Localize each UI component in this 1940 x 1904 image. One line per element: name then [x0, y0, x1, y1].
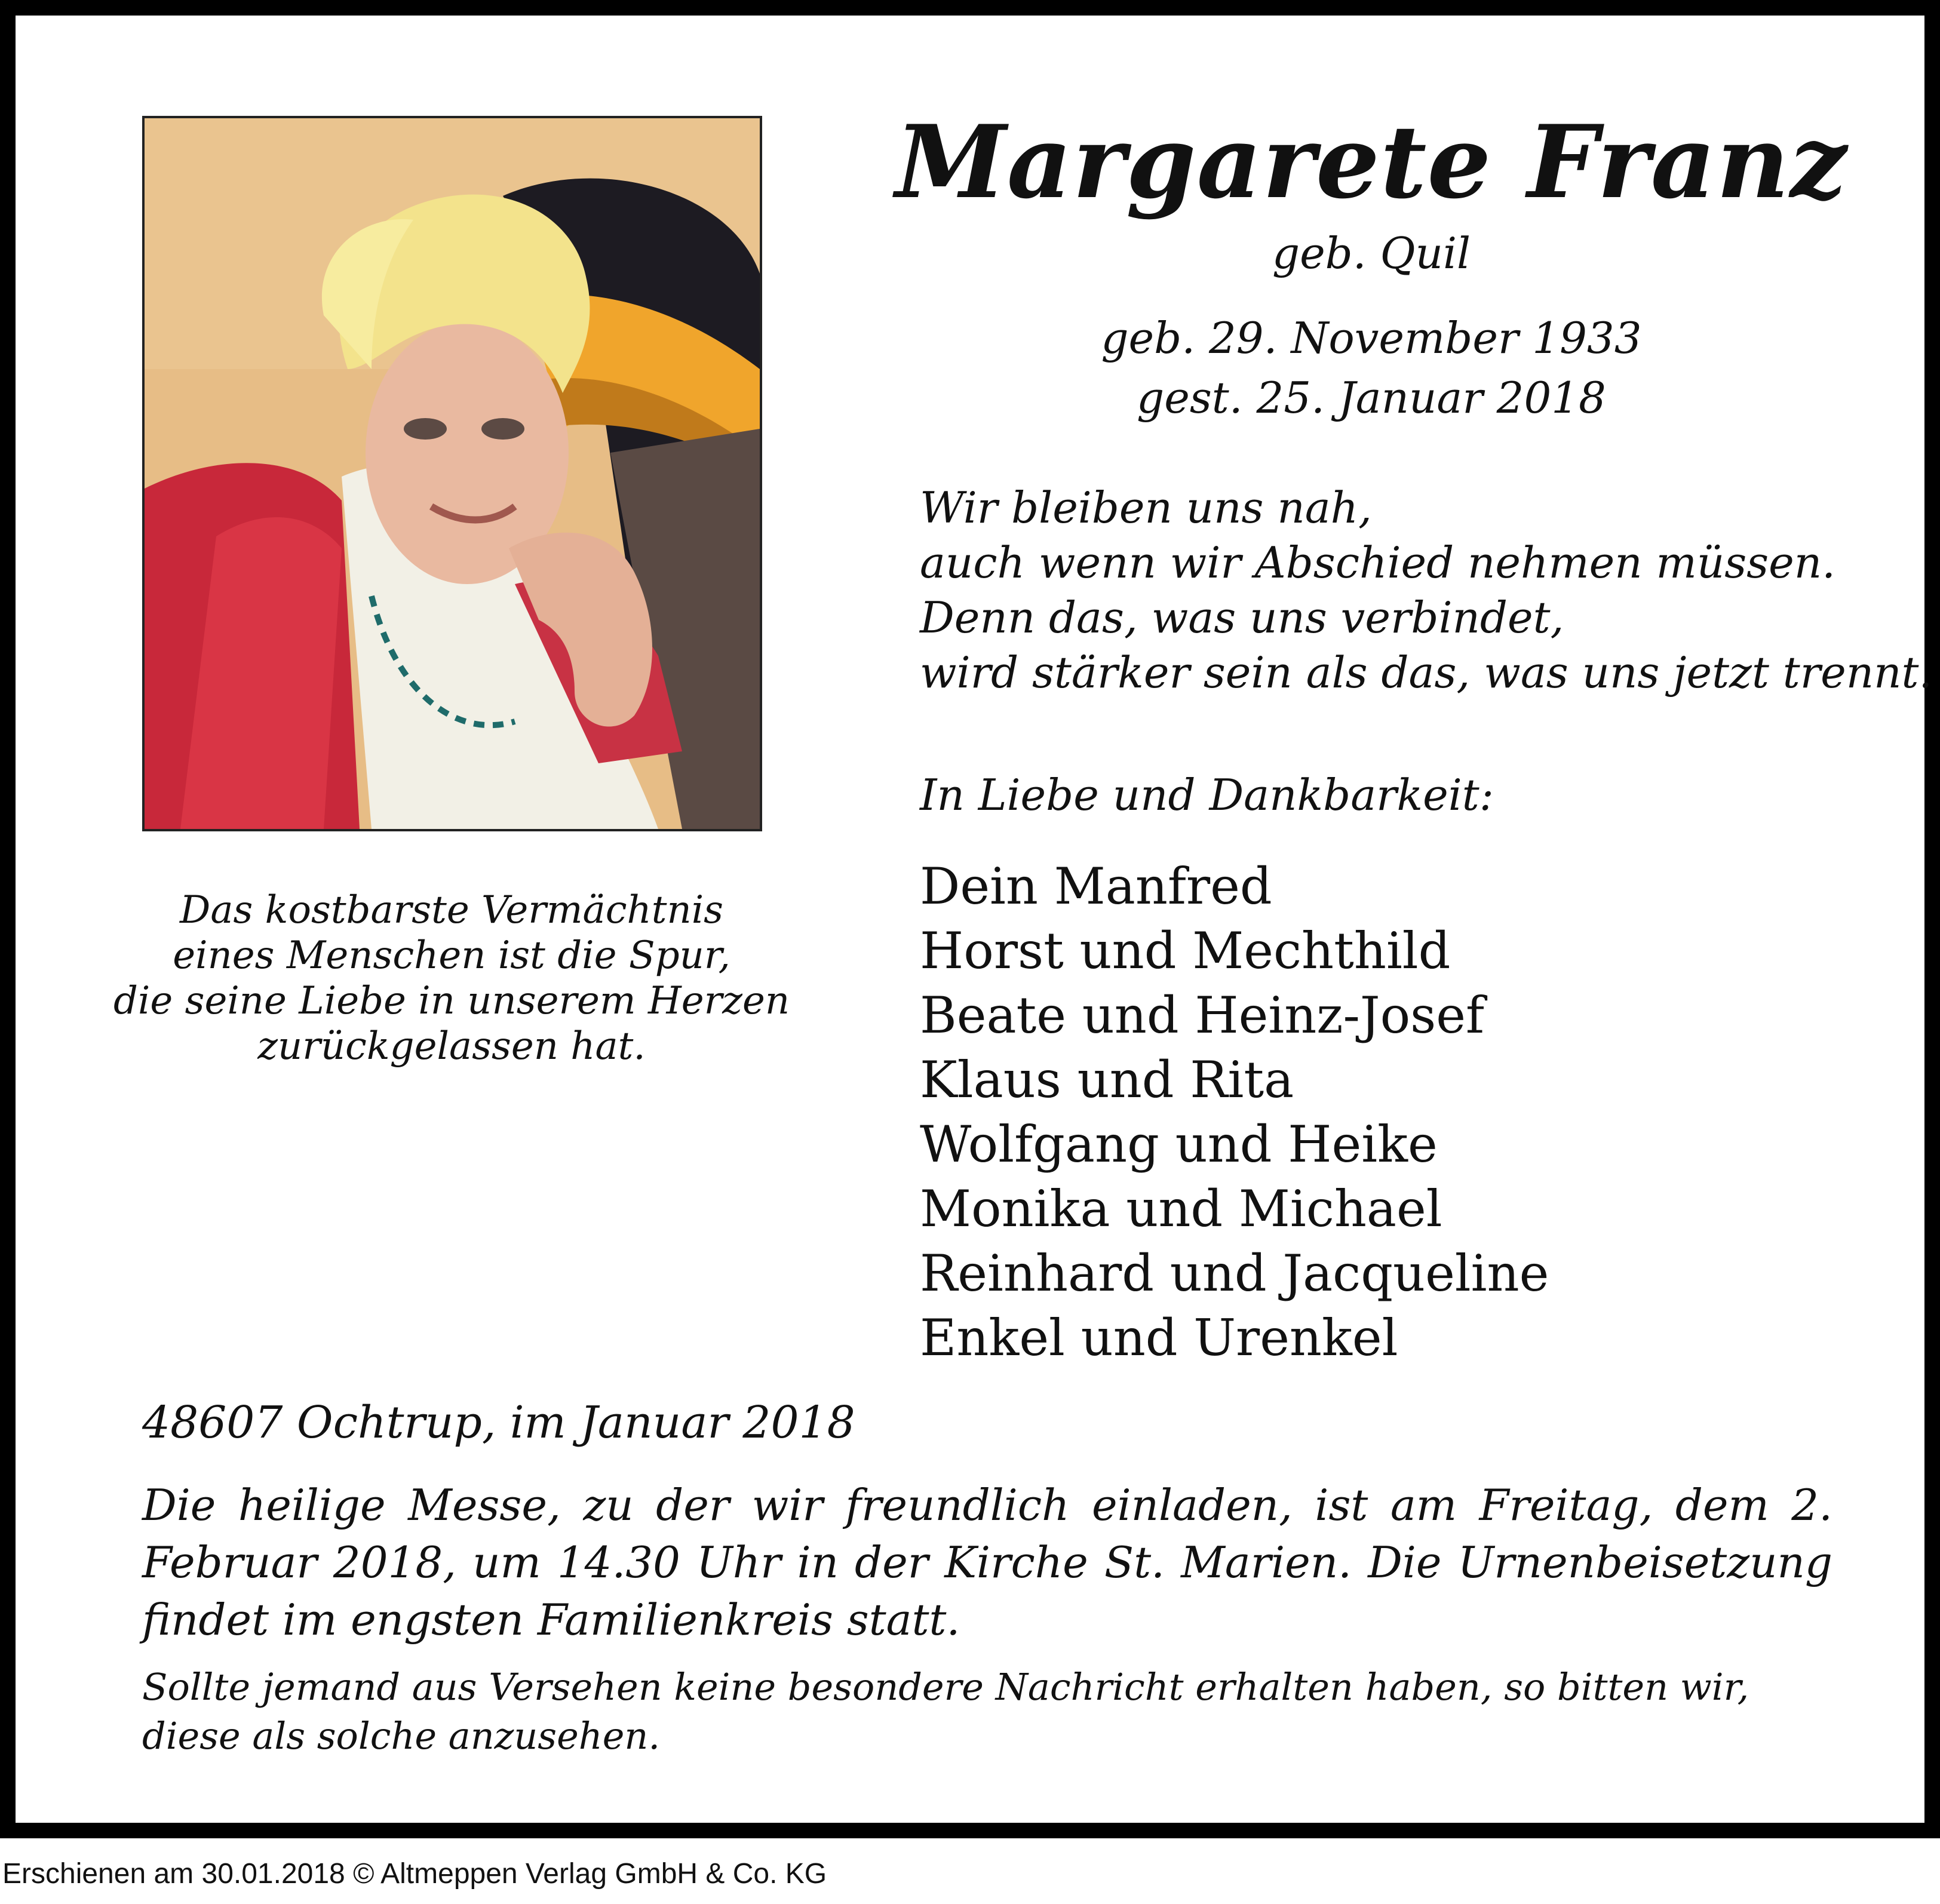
- poem-line: wird stärker sein als das, was uns jetzt trennt.: [920, 647, 1933, 698]
- mourner-name: Reinhard und Jacqueline: [920, 1244, 1549, 1303]
- mourner-name: Dein Manfred: [920, 857, 1272, 916]
- birth-date: geb. 29. November 1933: [1101, 313, 1642, 363]
- quote-line: eines Menschen ist die Spur,: [173, 933, 730, 978]
- poem-line: auch wenn wir Abschied nehmen müssen.: [920, 538, 1835, 588]
- poem-line: Wir bleiben uns nah,: [920, 483, 1372, 533]
- mourners-list: [920, 854, 1875, 1370]
- mass-announcement: Die heilige Messe, zu der wir freundlich einladen, ist am Freitag, dem 2. Februar 2018, um 14.30 Uhr in der Kirche St. Marien. Die Urnenbeisetzung findet im engsten Familienkreis statt.: [142, 1480, 1832, 1645]
- portrait-photo: [142, 116, 762, 831]
- memorial-quote: [105, 887, 798, 1069]
- mourner-name: Horst und Mechthild: [920, 922, 1451, 980]
- death-date: gest. 25. Januar 2018: [1137, 373, 1606, 423]
- no-message-notice: Sollte jemand aus Versehen keine besondere Nachricht erhalten haben, so bitten wir, diese als solche anzusehen.: [142, 1665, 1749, 1758]
- mourner-name: Wolfgang und Heike: [920, 1115, 1438, 1174]
- quote-line: die seine Liebe in unserem Herzen: [113, 979, 790, 1023]
- maiden-name: geb. Quil: [1272, 228, 1471, 278]
- publication-footer: Erschienen am 30.01.2018 © Altmeppen Verlag GmbH & Co. KG: [2, 1858, 827, 1890]
- poem-line: Denn das, was uns verbindet,: [920, 592, 1564, 643]
- quote-line: Das kostbarste Vermächtnis: [180, 888, 723, 932]
- place-date: 48607 Ochtrup, im Januar 2018: [142, 1397, 855, 1448]
- thanks-line: In Liebe und Dankbarkeit:: [920, 770, 1494, 820]
- portrait-illustration: [145, 118, 760, 829]
- mourner-name: Beate und Heinz-Josef: [920, 986, 1485, 1045]
- deceased-name: Margarete Franz: [895, 103, 1848, 221]
- mourner-name: Enkel und Urenkel: [920, 1309, 1398, 1367]
- mourner-name: Monika und Michael: [920, 1180, 1442, 1238]
- quote-line: zurückgelassen hat.: [257, 1024, 646, 1068]
- mourner-name: Klaus und Rita: [920, 1051, 1294, 1109]
- life-dates: [864, 308, 1879, 428]
- poem: [920, 480, 1935, 700]
